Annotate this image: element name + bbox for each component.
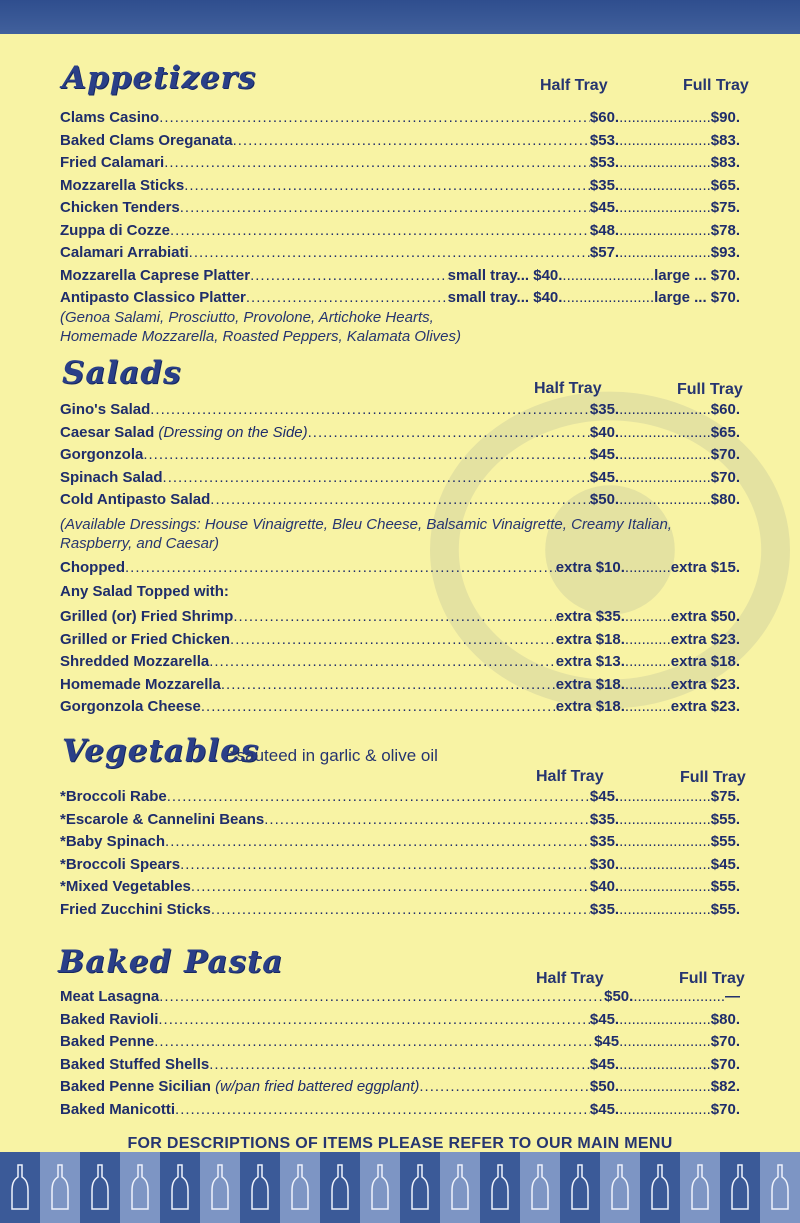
vegetable-full-price: $45. xyxy=(710,855,740,873)
topping-leader xyxy=(201,698,556,715)
bottle-pattern-icon xyxy=(120,1152,160,1223)
pasta-row xyxy=(60,1011,740,1033)
dressings-line1: (Available Dressings: House Vinaigrette, Bleu Cheese, Balsamic Vinaigrette, Creamy Italian, xyxy=(60,516,672,533)
appetizer-row xyxy=(60,132,740,154)
pasta-row xyxy=(60,1078,740,1100)
salad-full-price: $70. xyxy=(710,468,740,486)
vegetable-row xyxy=(60,788,740,810)
chopped-half-price: extra $10. xyxy=(555,559,625,576)
pasta-name: Meat Lasagna xyxy=(60,988,160,1005)
topping-leader2: ........... xyxy=(624,653,671,670)
bottle-pattern-icon xyxy=(600,1152,640,1223)
vegetable-leader xyxy=(180,856,590,873)
appetizers-half-head: Half Tray xyxy=(540,77,608,94)
topping-leader2: ........... xyxy=(624,675,671,693)
vegetable-name: *Broccoli Spears xyxy=(60,855,181,873)
topping-name: Grilled (or) Fried Shrimp xyxy=(60,608,234,625)
salads-half-head: Half Tray xyxy=(534,380,602,397)
topping-leader2: ........... xyxy=(624,698,671,715)
appetizer-full-price: $90. xyxy=(710,109,740,126)
appetizer-leader2: ...................... xyxy=(619,131,711,149)
salad-full-price: $60. xyxy=(710,401,740,418)
salads-title: Salads xyxy=(62,355,182,391)
salad-full-price: $80. xyxy=(710,491,740,508)
appetizer-half-price: $53. xyxy=(589,154,620,171)
pasta-row xyxy=(60,1033,740,1055)
topped-label: Any Salad Topped with: xyxy=(60,583,229,600)
pasta-name: Baked Manicotti xyxy=(60,1100,176,1118)
vegetable-name: *Baby Spinach xyxy=(60,833,166,850)
bottle-pattern-icon xyxy=(240,1152,280,1223)
salad-half-price: $45. xyxy=(589,446,620,463)
appetizers-full-head: Full Tray xyxy=(683,77,749,94)
appetizer-leader xyxy=(233,132,590,149)
vegetable-row xyxy=(60,878,740,900)
salad-leader xyxy=(210,491,590,508)
salad-row xyxy=(60,424,740,446)
salad-name: Caesar Salad (Dressing on the Side) xyxy=(60,423,308,441)
bottle-pattern-icon xyxy=(640,1152,680,1223)
baked-pasta-title: Baked Pasta xyxy=(58,944,284,980)
appetizer-leader2: ...................... xyxy=(619,109,711,126)
salad-row xyxy=(60,401,740,423)
appetizer-leader xyxy=(184,177,590,194)
topping-half-price: extra $18. xyxy=(555,675,625,693)
pasta-full-head: Full Tray xyxy=(679,970,745,987)
bottle-pattern-icon xyxy=(360,1152,400,1223)
vegetable-leader2: ...................... xyxy=(619,810,711,828)
pasta-half-price: $45 xyxy=(594,1033,620,1050)
salad-row xyxy=(60,491,740,513)
salad-leader2: ...................... xyxy=(619,491,711,508)
salad-full-price: $70. xyxy=(710,446,740,463)
pasta-leader2: ...................... xyxy=(633,988,725,1005)
appetizer-full-price: $83. xyxy=(710,154,740,171)
appetizer-name: Baked Clams Oreganata xyxy=(60,131,233,149)
topping-leader xyxy=(230,631,556,648)
pasta-leader xyxy=(154,1033,594,1050)
appetizer-leader2: ...................... xyxy=(619,154,711,171)
appetizer-leader2: ...................... xyxy=(619,221,711,239)
bottle-pattern-icon xyxy=(80,1152,120,1223)
pasta-full-price: $82. xyxy=(710,1078,740,1095)
bottom-border-band xyxy=(0,1152,800,1223)
pasta-half-head: Half Tray xyxy=(536,970,604,987)
salad-name: Spinach Salad xyxy=(60,468,163,486)
vegetable-row xyxy=(60,833,740,855)
topping-half-price: extra $18. xyxy=(555,698,625,715)
appetizer-row xyxy=(60,154,740,176)
appetizer-row xyxy=(60,267,740,289)
topping-full-price: extra $23. xyxy=(670,630,740,648)
chopped-leader2: ........... xyxy=(624,559,671,576)
bottle-pattern-icon xyxy=(0,1152,40,1223)
topping-half-price: extra $13. xyxy=(555,653,625,670)
appetizer-full-price: large ... $70. xyxy=(654,289,740,306)
topping-full-price: extra $50. xyxy=(670,608,740,625)
topping-row xyxy=(60,698,740,720)
topping-row xyxy=(60,676,740,698)
pasta-leader xyxy=(158,1011,590,1028)
topping-name: Shredded Mozzarella xyxy=(60,653,210,670)
pasta-half-price: $45. xyxy=(589,1055,620,1073)
salad-row xyxy=(60,469,740,491)
vegetable-leader2: ...................... xyxy=(619,855,711,873)
vegetable-half-price: $35. xyxy=(589,810,620,828)
salad-detail: (Dressing on the Side) xyxy=(154,423,308,441)
bottle-pattern-icon xyxy=(440,1152,480,1223)
bottle-pattern-icon xyxy=(40,1152,80,1223)
vegetable-name: Fried Zucchini Sticks xyxy=(60,900,211,918)
bottle-pattern-icon xyxy=(200,1152,240,1223)
pasta-full-price: $70. xyxy=(710,1100,740,1118)
antipasto-note-line2: Homemade Mozzarella, Roasted Peppers, Kalamata Olives) xyxy=(60,328,462,345)
appetizer-row xyxy=(60,244,740,266)
appetizer-full-price: $65. xyxy=(710,176,740,194)
pasta-full-price: $80. xyxy=(710,1010,740,1028)
vegetable-full-price: $55. xyxy=(710,878,740,895)
vegetable-half-price: $35. xyxy=(589,833,620,850)
pasta-leader xyxy=(159,988,604,1005)
appetizer-row xyxy=(60,199,740,221)
bottle-pattern-icon xyxy=(560,1152,600,1223)
appetizer-half-price: $60. xyxy=(589,109,620,126)
appetizer-leader xyxy=(180,199,590,216)
appetizer-half-price: $35. xyxy=(589,176,620,194)
chopped-leader xyxy=(125,559,556,576)
pasta-name: Baked Penne xyxy=(60,1033,155,1050)
salad-leader2: ...................... xyxy=(619,423,711,441)
vegetable-row xyxy=(60,811,740,833)
appetizer-name: Antipasto Classico Platter xyxy=(60,289,246,306)
pasta-leader xyxy=(175,1101,590,1118)
pasta-row xyxy=(60,988,740,1010)
appetizer-leader2: ...................... xyxy=(562,266,655,284)
vegetable-row xyxy=(60,856,740,878)
salad-leader xyxy=(143,446,590,463)
topping-row xyxy=(60,608,740,630)
pasta-half-price: $50. xyxy=(589,1078,620,1095)
vegetable-name: *Mixed Vegetables xyxy=(60,878,191,895)
appetizer-leader xyxy=(164,154,590,171)
vegetable-name: *Escarole & Cannelini Beans xyxy=(60,810,265,828)
appetizer-full-price: $75. xyxy=(710,199,740,216)
pasta-leader2: ...................... xyxy=(619,1010,711,1028)
pasta-name: Baked Stuffed Shells xyxy=(60,1055,210,1073)
pasta-leader2: ...................... xyxy=(619,1055,711,1073)
appetizer-leader2: ...................... xyxy=(619,244,711,261)
pasta-leader2: ...................... xyxy=(619,1078,711,1095)
pasta-leader xyxy=(419,1078,590,1095)
vegetable-leader xyxy=(211,901,590,918)
vegetable-row xyxy=(60,901,740,923)
vegetable-leader2: ...................... xyxy=(619,900,711,918)
vegetable-half-price: $45. xyxy=(589,788,620,805)
bottle-pattern-icon xyxy=(480,1152,520,1223)
vegetable-half-price: $30. xyxy=(589,855,620,873)
vegetable-half-price: $40. xyxy=(589,878,620,895)
pasta-half-price: $50. xyxy=(604,988,634,1005)
topping-full-price: extra $23. xyxy=(670,675,740,693)
vegetable-leader xyxy=(167,788,590,805)
vegetable-leader xyxy=(191,878,590,895)
appetizer-name: Chicken Tenders xyxy=(60,199,180,216)
salad-leader2: ...................... xyxy=(619,468,711,486)
salad-name: Cold Antipasto Salad xyxy=(60,491,211,508)
salad-half-price: $40. xyxy=(589,423,620,441)
vegetable-full-price: $55. xyxy=(710,833,740,850)
bottle-pattern-icon xyxy=(280,1152,320,1223)
appetizer-full-price: $78. xyxy=(710,221,740,239)
salad-name: Gorgonzola xyxy=(60,446,144,463)
appetizer-row xyxy=(60,222,740,244)
pasta-full-price: $70. xyxy=(710,1033,740,1050)
bottle-pattern-icon xyxy=(720,1152,760,1223)
pasta-leader2: ...................... xyxy=(619,1100,711,1118)
appetizer-half-price: small tray... $40. xyxy=(447,289,563,306)
pasta-detail: (w/pan fried battered eggplant) xyxy=(210,1078,420,1095)
appetizer-leader2: ...................... xyxy=(619,199,711,216)
salad-full-price: $65. xyxy=(710,423,740,441)
topping-full-price: extra $23. xyxy=(670,698,740,715)
appetizer-leader xyxy=(246,289,448,306)
bottle-pattern-icon xyxy=(160,1152,200,1223)
appetizer-full-price: large ... $70. xyxy=(654,266,740,284)
vegetables-subtitle: *sauteed in garlic & olive oil xyxy=(230,746,438,765)
appetizer-leader xyxy=(170,222,590,239)
pasta-half-price: $45. xyxy=(589,1010,620,1028)
pasta-full-price: — xyxy=(725,988,740,1005)
topping-name: Gorgonzola Cheese xyxy=(60,698,201,715)
salad-leader xyxy=(308,424,590,441)
bottle-pattern-icon xyxy=(680,1152,720,1223)
appetizer-half-price: $53. xyxy=(589,131,620,149)
vegetable-leader2: ...................... xyxy=(619,833,711,850)
antipasto-note-line1: (Genoa Salami, Prosciutto, Provolone, Artichoke Hearts, xyxy=(60,309,434,326)
salad-leader xyxy=(150,401,590,418)
topping-name: Homemade Mozzarella xyxy=(60,675,221,693)
topping-leader2: ........... xyxy=(624,630,671,648)
salad-leader2: ...................... xyxy=(619,446,711,463)
vegetables-full-head: Full Tray xyxy=(680,769,746,786)
appetizers-title: Appetizers xyxy=(62,60,257,96)
appetizer-half-price: $57. xyxy=(589,244,620,261)
appetizer-leader2: ...................... xyxy=(619,176,711,194)
salad-leader xyxy=(163,469,590,486)
top-border-band xyxy=(0,0,800,34)
vegetable-full-price: $75. xyxy=(710,788,740,805)
dressings-line2: Raspberry, and Caesar) xyxy=(60,535,219,552)
appetizer-name: Fried Calamari xyxy=(60,154,165,171)
chopped-full-price: extra $15. xyxy=(670,559,740,576)
topping-half-price: extra $35. xyxy=(555,608,625,625)
vegetable-full-price: $55. xyxy=(710,810,740,828)
vegetables-half-head: Half Tray xyxy=(536,768,604,785)
pasta-half-price: $45. xyxy=(589,1100,620,1118)
appetizer-name: Zuppa di Cozze xyxy=(60,221,170,239)
topping-row xyxy=(60,631,740,653)
appetizer-name: Mozzarella Sticks xyxy=(60,176,185,194)
topping-leader xyxy=(233,608,555,625)
appetizer-leader xyxy=(159,109,590,126)
appetizer-row xyxy=(60,109,740,131)
appetizer-half-price: $48. xyxy=(589,221,620,239)
vegetable-half-price: $35. xyxy=(589,900,620,918)
appetizer-name: Calamari Arrabiati xyxy=(60,244,189,261)
vegetable-leader2: ...................... xyxy=(619,878,711,895)
appetizer-half-price: small tray... $40. xyxy=(447,266,563,284)
vegetable-leader xyxy=(165,833,590,850)
bottle-pattern-icon xyxy=(760,1152,800,1223)
pasta-leader2: ...................... xyxy=(619,1033,711,1050)
pasta-full-price: $70. xyxy=(710,1055,740,1073)
salad-leader2: ...................... xyxy=(619,401,711,418)
topping-full-price: extra $18. xyxy=(670,653,740,670)
topping-leader xyxy=(221,676,556,693)
appetizer-full-price: $83. xyxy=(710,131,740,149)
pasta-name: Baked Ravioli xyxy=(60,1010,159,1028)
appetizer-leader xyxy=(189,244,590,261)
topping-row xyxy=(60,653,740,675)
pasta-row xyxy=(60,1056,740,1078)
vegetables-title: Vegetables xyxy=(62,733,260,769)
topping-leader2: ........... xyxy=(624,608,671,625)
salads-full-head: Full Tray xyxy=(677,381,743,398)
vegetable-name: *Broccoli Rabe xyxy=(60,788,167,805)
salad-row xyxy=(60,446,740,468)
appetizer-name: Clams Casino xyxy=(60,109,160,126)
salad-name: Gino's Salad xyxy=(60,401,151,418)
pasta-leader xyxy=(209,1056,590,1073)
bottle-pattern-icon xyxy=(400,1152,440,1223)
appetizer-half-price: $45. xyxy=(589,199,620,216)
salad-half-price: $45. xyxy=(589,468,620,486)
chopped-name: Chopped xyxy=(60,559,125,576)
appetizer-full-price: $93. xyxy=(710,244,740,261)
topping-name: Grilled or Fried Chicken xyxy=(60,630,231,648)
topping-half-price: extra $18. xyxy=(555,630,625,648)
salad-half-price: $50. xyxy=(589,491,620,508)
appetizer-name: Mozzarella Caprese Platter xyxy=(60,266,251,284)
topping-leader xyxy=(209,653,555,670)
vegetable-full-price: $55. xyxy=(710,900,740,918)
footer-note: FOR DESCRIPTIONS OF ITEMS PLEASE REFER TO OUR MAIN MENU xyxy=(127,1135,673,1152)
pasta-row xyxy=(60,1101,740,1123)
bottle-pattern-icon xyxy=(320,1152,360,1223)
appetizer-leader xyxy=(250,267,448,284)
vegetable-leader xyxy=(264,811,590,828)
chopped-row xyxy=(60,559,740,581)
bottle-pattern-icon xyxy=(520,1152,560,1223)
salad-half-price: $35. xyxy=(589,401,620,418)
appetizer-leader2: ...................... xyxy=(562,289,655,306)
pasta-name: Baked Penne Sicilian (w/pan fried battered eggplant) xyxy=(60,1078,420,1095)
vegetable-leader2: ...................... xyxy=(619,788,711,805)
appetizer-row xyxy=(60,177,740,199)
